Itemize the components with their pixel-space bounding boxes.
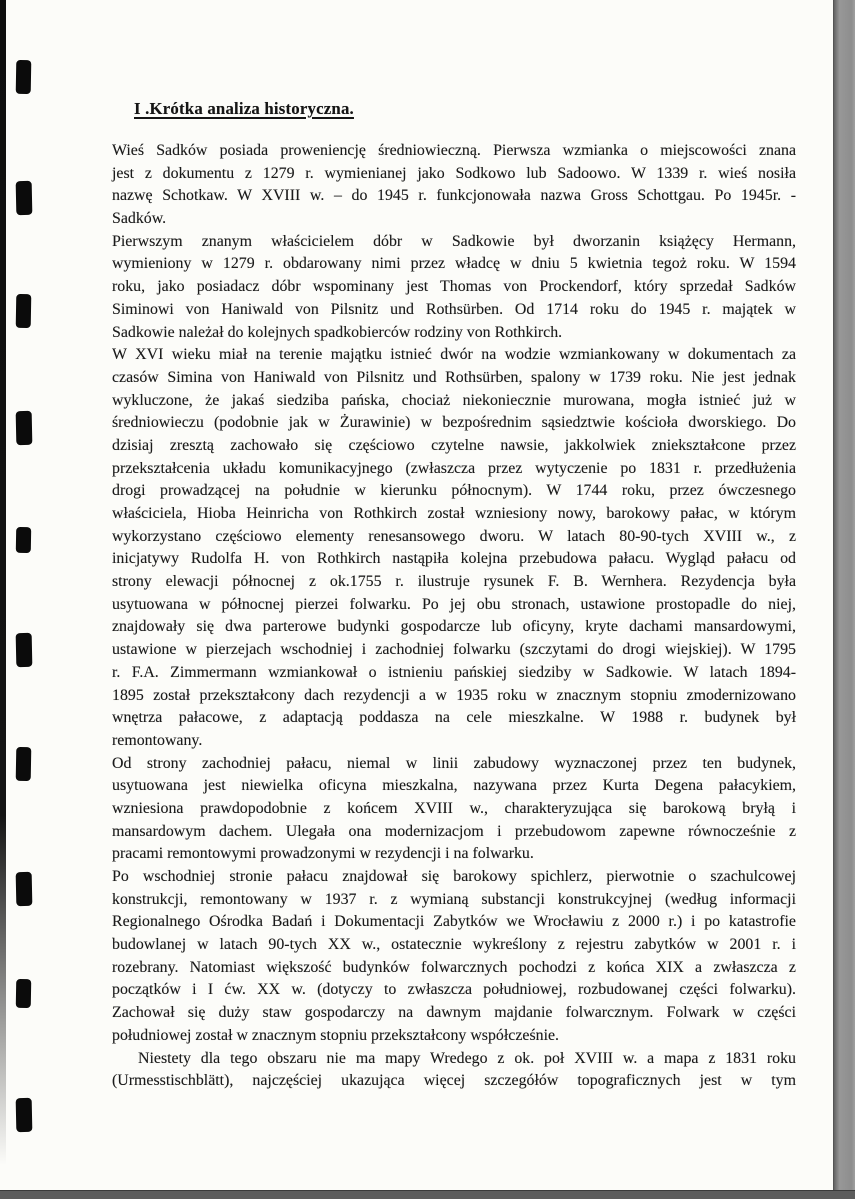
text-line: jest z dokumentu z 1279 r. wymienianej jako Sodkowo lub Sadoowo. W 1339 r. wieś nosiła (112, 164, 796, 182)
text-line: drogi prowadzącej na południe w kierunku północnym). W 1744 roku, przez ówczesnego (112, 482, 796, 500)
binding-hole-mark (16, 747, 32, 781)
text-line: wzniesiona prawdopodobnie z końcem XVIII w., charakteryzująca się barokową bryłą i (112, 799, 796, 817)
paragraph (112, 140, 796, 231)
scan-edge-bottom-band (0, 1190, 855, 1199)
text-line: (Urmesstischblätt), najczęściej ukazująca więcej szczegółów topograficznych jest w tym (112, 1072, 796, 1090)
text-line: wykorzystano częściowo elementy renesansowego dworu. W latach 80-90-tych XVIII w., z (112, 527, 796, 545)
text-line: nazwę Schotkaw. W XVIII w. – do 1945 r. funkcjonowała nazwa Gross Schottgau. Po 1945r. - (112, 187, 796, 205)
text-line: wymieniony w 1279 r. obdarowany nimi przez władcę w dniu 5 kwietnia tegoż roku. W 1594 (112, 255, 796, 273)
text-line: początków i I ćw. XX w. (dotyczy to zwłaszcza południowej, rozbudowanej części folwarku). (112, 981, 796, 999)
text-line: znajdowały się dwa parterowe budynki gospodarcze lub oficyny, kryte dachami mansardowymi, (112, 618, 796, 636)
paragraph (112, 866, 796, 1048)
text-line: inicjatywy Rudolfa H. von Rothkirch nastąpiła kolejna przebudowa pałacu. Wygląd pałacu od (112, 550, 796, 568)
scan-edge-right-band (833, 0, 855, 1199)
text-line: usytuowana w północnej pierzei folwarku. Po jej obu stronach, ustawione prostopadle do niej, (112, 595, 796, 613)
binding-hole-mark (16, 181, 33, 215)
text-line: wykluczone, że jakaś siedziba pańska, chociaż niekoniecznie murowana, mogła istnieć już w (112, 391, 796, 409)
text-line: Sadkowie należał do kolejnych spadkobierców rodziny von Rothkirch. (112, 323, 563, 341)
text-line: remontowany. (112, 731, 203, 749)
text-line: Pierwszym znanym właścicielem dóbr w Sadkowie był dworzanin książęcy Hermann, (112, 232, 796, 250)
document-body (112, 140, 796, 1093)
text-line: Sadków. (112, 210, 167, 228)
text-line: mansardowym dachem. Ulegała ona modernizacjom i przebudowom zapewne równocześnie z (112, 822, 796, 840)
paragraph (112, 1048, 796, 1093)
text-line: usytuowana jest niewielka oficyna mieszkalna, nazywana przez Kurta Degena pałacykiem, (112, 777, 796, 795)
text-line: Po wschodniej stronie pałacu znajdował się barokowy spichlerz, pierwotnie o szachulcowej (112, 868, 796, 885)
paragraph (112, 753, 796, 866)
text-line: ustawione w pierzejach wschodniej i zachodniej folwarku (szczytami do drogi wiejskiej). W 1795 (112, 641, 796, 659)
binding-hole-mark (16, 1098, 33, 1132)
paragraph (112, 231, 796, 344)
binding-hole-mark (16, 294, 32, 328)
text-line: średniowieczu (podobnie jak w Żurawinie) w bezpośrednim sąsiedztwie kościoła dworskiego. Do (112, 414, 796, 432)
text-line: pracami remontowymi prowadzonymi w rezydencji i na folwarku. (112, 845, 534, 863)
paragraph (112, 344, 796, 752)
text-line: 1895 został przekształcony dach rezydencji a w 1935 roku w znacznym stopniu zmodernizowano (112, 686, 796, 704)
text-line: W XVI wieku miał na terenie majątku istnieć dwór na wodzie wzmiankowany w dokumentach za (112, 346, 796, 364)
binding-hole-mark (16, 60, 32, 94)
binding-hole-mark (16, 872, 33, 906)
text-line: r. F.A. Zimmermann wzmiankował o istnieniu pańskiej siedziby w Sadkowie. W latach 1894- (112, 663, 796, 681)
section-heading: I .Krótka analiza historyczna. (134, 99, 354, 118)
binding-hole-mark (16, 979, 32, 1008)
binding-hole-mark (16, 633, 33, 667)
text-line: budowlanej w latach 90-tych XX w., ostatecznie wykreślony z rejestru zabytków w 2001 r. i (112, 936, 796, 954)
text-line: strony elewacji północnej z ok.1755 r. ilustruje rysunek F. B. Wernhera. Rezydencja była (112, 573, 796, 591)
text-line: dzisiaj zresztą zachowało się częściowo czytelne nawsie, jakkolwiek zniekształcone przez (112, 436, 796, 454)
binding-hole-mark (16, 411, 33, 445)
text-line: roku, jako posiadacz dóbr wspominany jest Thomas von Prockendorf, który sprzedał Sadków (112, 278, 796, 296)
text-line: południowej został w znacznym stopniu przekształcony współcześnie. (112, 1026, 560, 1044)
binding-hole-mark (16, 527, 31, 553)
text-line: rozebrany. Natomiast większość budynków folwarcznych pochodzi z końca XIX a zwłaszcza z (112, 958, 796, 976)
text-line: Niestety dla tego obszaru nie ma mapy Wredego z ok. poł XVIII w. a mapa z 1831 roku (138, 1049, 796, 1067)
text-line: Siminowi von Haniwald von Pilsnitz und Rothsürben. Od 1714 roku do 1945 r. majątek w (112, 300, 796, 318)
text-line: Od strony zachodniej pałacu, niemal w linii zabudowy wyznaczonej przez ten budynek, (112, 754, 796, 772)
text-line: czasów Simina von Haniwald von Pilsnitz und Rothsürben, spalony w 1739 roku. Nie jest jednak (112, 368, 796, 386)
text-line: Regionalnego Ośrodka Badań i Dokumentacji Zabytków we Wrocławiu z 2000 r.) i po katastrofie (112, 913, 796, 931)
text-line: właściciela, Hioba Heinricha von Rothkirch został wzniesiony nowy, barokowy pałac, w którym (112, 505, 796, 522)
text-line: konstrukcji, remontowany w 1937 r. z wymianą substancji konstrukcyjnej (według informacji (112, 890, 796, 908)
scan-edge-left-strip (0, 0, 6, 1165)
text-line: wnętrza pałacowe, z adaptacją poddasza na cele mieszkalne. W 1988 r. budynek był (112, 709, 796, 727)
text-line: Zachował się duży staw gospodarczy na dawnym majdanie folwarcznym. Folwark w części (112, 1004, 796, 1022)
text-line: przekształcenia układu komunikacyjnego (zwłaszcza przez wytyczenie po 1831 r. przedłużenia (112, 459, 796, 477)
text-line: Wieś Sadków posiada proweniencję średniowieczną. Pierwsza wzmianka o miejscowości znana (112, 142, 796, 159)
